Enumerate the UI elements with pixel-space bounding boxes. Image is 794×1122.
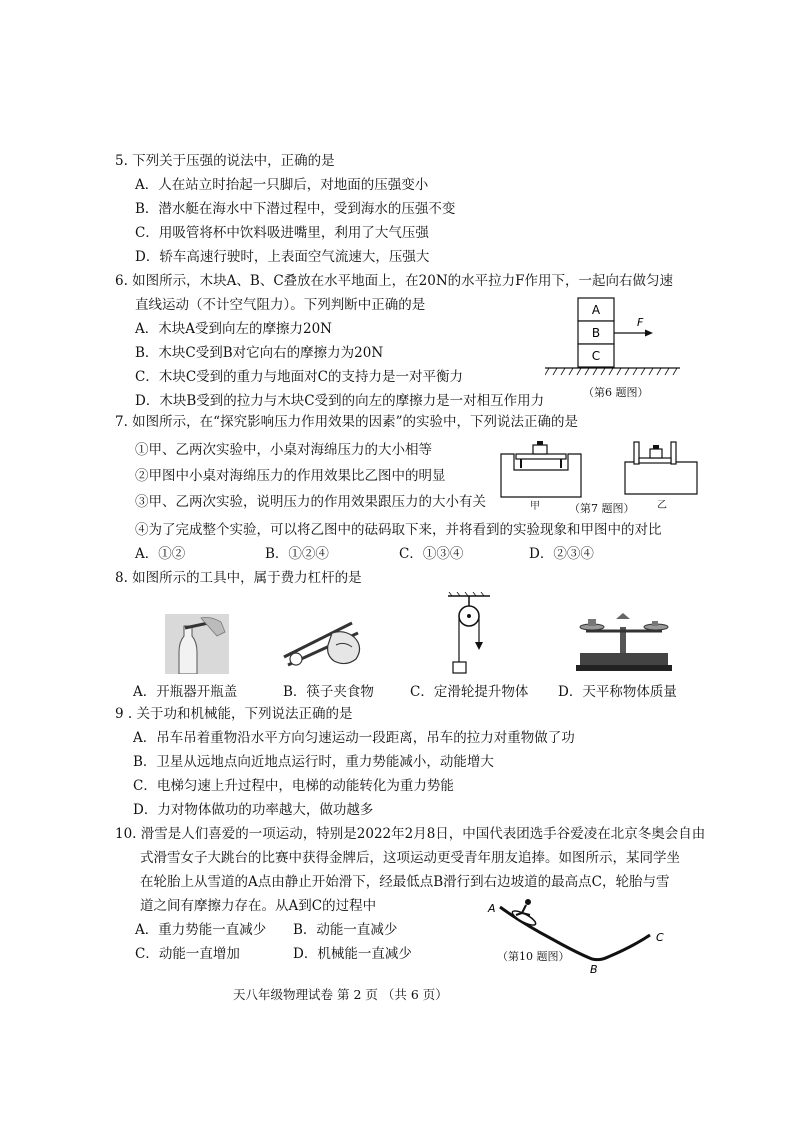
- q10-stem-line2: 式滑雪女子大跳台的比赛中获得金牌后，这项运动更受青年朋友追捧。如图所示，某同学坐: [140, 850, 680, 866]
- q10-choice-c: C．动能一直增加: [135, 946, 240, 962]
- chopsticks-image: [282, 619, 372, 674]
- q8-choice-b: B．筷子夹食物: [283, 684, 374, 700]
- table-top-a: [516, 454, 566, 459]
- q10-choice-d: D．机械能一直减少: [293, 946, 412, 962]
- q10-figure-caption: （第10 题图）: [497, 950, 570, 963]
- q10-stem-line3: 在轮胎上从雪道的A点由静止开始滑下，经最低点B滑行到右边坡道的最高点C，轮胎与雪: [140, 874, 670, 890]
- page-footer: 天八年级物理试卷 第 2 页 （共 6 页）: [233, 987, 448, 1002]
- weight-b: [650, 449, 662, 458]
- table-top-b: [639, 458, 671, 463]
- q6-figure-caption: （第6 题图）: [583, 386, 649, 399]
- q7-choice-c: C．①③④: [399, 546, 464, 562]
- block-b-label: B: [591, 326, 601, 340]
- q5-option-a: A．人在站立时抬起一只脚后，对地面的压强变小: [135, 177, 429, 193]
- q7-item-4: ④为了完成整个实验，可以将乙图中的砝码取下来，并将看到的实验现象和甲图中的对比: [135, 522, 662, 538]
- ground-hatching: [545, 368, 677, 375]
- point-a-label: A: [488, 902, 496, 915]
- weight-a: [533, 445, 547, 454]
- balance-scale-image: [576, 611, 672, 675]
- q9-option-b: B．卫星从远地点向近地点运行时，重力势能减小，动能增大: [133, 754, 494, 770]
- q8-stem: 8. 如图所示的工具中，属于费力杠杆的是: [115, 570, 362, 586]
- sponge-a: [501, 454, 581, 497]
- q7-stem: 7. 如图所示，在“探究影响压力作用效果的因素”的实验中，下列说法正确的是: [115, 414, 578, 430]
- weight-a-knob: [537, 441, 543, 445]
- q7-choice-b: B．①②④: [265, 546, 329, 562]
- q7-item-1: ①甲、乙两次实验中，小桌对海绵压力的大小相等: [135, 442, 432, 458]
- point-b-label: B: [590, 963, 598, 975]
- q7-label-jia: 甲: [530, 501, 540, 512]
- q6-stem-line2: 直线运动（不计空气阻力）。下列判断中正确的是: [135, 297, 426, 313]
- q9-option-c: C．电梯匀速上升过程中，电梯的动能转化为重力势能: [133, 778, 454, 794]
- q7-label-yi: 乙: [657, 500, 667, 511]
- force-label: F: [637, 316, 644, 329]
- q10-stem-line1: 10. 滑雪是人们喜爱的一项运动，特别是2022年2月8日，中国代表团选手谷爱凌在北京冬奥会自由: [115, 826, 706, 842]
- q9-option-a: A．吊车吊着重物沿水平方向匀速运动一段距离，吊车的拉力对重物做了功: [133, 730, 575, 746]
- q5-stem: 5. 下列关于压强的说法中，正确的是: [115, 153, 335, 169]
- table-leg-b1: [634, 442, 639, 464]
- q8-choice-d: D．天平称物体质量: [558, 684, 677, 700]
- table-leg-b2: [671, 442, 676, 464]
- q7-figure-caption: （第7 题图）: [569, 502, 635, 515]
- block-a-label: A: [591, 303, 601, 317]
- q7-choice-a: A．①②: [135, 546, 186, 562]
- q7-choice-d: D．②③④: [529, 546, 594, 562]
- q6-option-b: B．木块C受到B对它向右的摩擦力为20N: [135, 345, 384, 361]
- sponge-b: [625, 462, 697, 494]
- q6-option-a: A．木块A受到向左的摩擦力20N: [135, 321, 332, 337]
- point-c-label: C: [656, 931, 664, 944]
- q9-stem: 9 . 关于功和机械能，下列说法正确的是: [115, 706, 353, 722]
- q5-option-d: D．轿车高速行驶时，上表面空气流速大，压强大: [135, 249, 430, 265]
- q6-option-d: D．木块B受到的拉力与木块C受到的向左的摩擦力是一对相互作用力: [135, 393, 545, 409]
- q7-item-2: ②甲图中小桌对海绵压力的作用效果比乙图中的明显: [135, 468, 446, 484]
- block-c-label: C: [591, 349, 601, 363]
- q8-choice-c: C．定滑轮提升物体: [410, 684, 529, 700]
- q7-sponge-figure: [497, 432, 702, 502]
- fixed-pulley-image: [444, 592, 498, 674]
- q8-choice-a: A．开瓶器开瓶盖: [133, 684, 238, 700]
- q10-stem-line4: 道之间有摩擦力存在。从A到C的过程中: [140, 898, 377, 914]
- bottle-opener-image: [165, 614, 229, 674]
- weight-b-knob: [653, 445, 659, 449]
- q5-option-c: C．用吸管将杯中饮料吸进嘴里，利用了大气压强: [135, 225, 429, 241]
- q5-option-b: B．潜水艇在海水中下潜过程中，受到海水的压强不变: [135, 201, 456, 217]
- q10-choice-b: B．动能一直减少: [293, 922, 398, 938]
- q7-item-3: ③甲、乙两次实验，说明压力的作用效果跟压力的大小有关: [135, 494, 486, 510]
- q6-option-c: C．木块C受到的重力与地面对C的支持力是一对平衡力: [135, 369, 463, 385]
- q6-blocks-figure: [545, 295, 680, 380]
- force-arrowhead: [645, 330, 653, 337]
- q6-stem-line1: 6. 如图所示，木块A、B、C叠放在水平地面上，在20N的水平拉力F作用下，一起向右做匀速: [115, 273, 674, 289]
- q10-choice-a: A．重力势能一直减少: [135, 922, 267, 938]
- q9-option-d: D．力对物体做功的功率越大，做功越多: [133, 802, 374, 818]
